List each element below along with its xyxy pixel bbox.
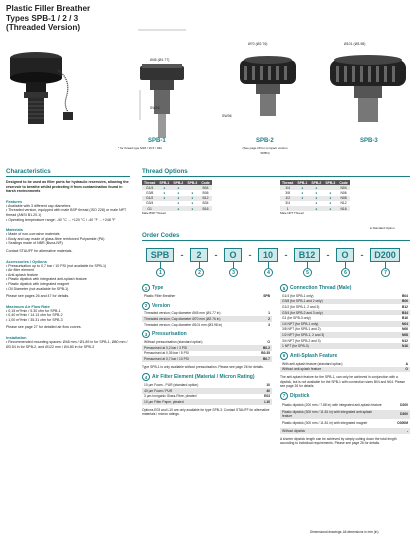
filter-rows bbox=[142, 382, 272, 404]
order-code-dash: - bbox=[326, 250, 330, 260]
accessories-note: Please see pages 26 and 47 for details. bbox=[6, 294, 70, 299]
table-row: Threaded version; Cap diameter Ø70 mm (Ø2.76 in) 2 bbox=[144, 316, 270, 321]
accessory-item: • Plastic dipstick with integrated anti-splash feature bbox=[6, 277, 87, 282]
label-spb3: SPB-3 bbox=[360, 138, 378, 144]
table-row: 1/4 ● ● N04 bbox=[280, 185, 350, 190]
table-row: G1 ● ● B16 bbox=[142, 206, 212, 211]
order-code-marker: 1 bbox=[156, 268, 165, 277]
table-row: G1 (for SPB-3 only) B16 bbox=[282, 316, 408, 321]
accessory-item: • Anti-splash feature bbox=[6, 272, 39, 277]
airflow-item: • 0,40 m³/min / 14.13 cfm for SPB-2 bbox=[6, 313, 63, 318]
dipstick-rows bbox=[280, 401, 410, 434]
table-row: Plastic dipstick (200 mm / 7.88 in) with integrated anti-splash feature D200 bbox=[282, 403, 408, 408]
table-row: 1/2 NPT (for SPB-1, 2 and 3) N08 bbox=[282, 332, 408, 337]
table-row: 1 NPT (for SPB-3) N16 bbox=[282, 344, 408, 349]
version-section-heading: 2 Version bbox=[142, 302, 272, 310]
label-spb2: SPB-2 bbox=[256, 138, 274, 144]
table-row: 1 ● ● N16 bbox=[280, 206, 350, 211]
footer-note: Dimensional drawings: All dimensions in mm (in). bbox=[310, 530, 380, 534]
order-code-thread: B12 bbox=[294, 248, 320, 262]
page-title: Plastic Filler Breather Types SPB-1 / 2 / 3 (Threaded Version) bbox=[6, 4, 91, 32]
table-row: 40 µm Foam / PUR 40 bbox=[144, 388, 270, 393]
antisplash-note: The anti-splash feature for the SPB-1, can only be achieved in conjunction with a dipstick, but is not available for the SPB-1 with connection sizes B04 and N04. Please see page 26 for details. bbox=[280, 375, 405, 389]
table-row: Pressurised at 0,7 bar / 10 PSI B0.7 bbox=[144, 356, 270, 361]
note-spb2: (See page 28 for compact version SPBN) bbox=[242, 146, 288, 155]
table-row: Threaded version; Cap diameter Ø101 mm (Ø3.98 in) 3 bbox=[144, 322, 270, 327]
table-row: G1/2 (for SPB-1, 2 and 3) B12 bbox=[282, 304, 408, 309]
dim-sw26: SW26 bbox=[150, 106, 160, 110]
npt-label: Male NPT Thread bbox=[280, 211, 304, 216]
order-codes-heading: Order Codes bbox=[142, 232, 180, 239]
feature-item: • Threaded version, equipped with male BSP thread (ISO 228) or male NPT thread (ANSI B1.20.1) bbox=[6, 208, 127, 217]
table-row: 3/8 NPT (for SPB-1 and 2) N06 bbox=[282, 327, 408, 332]
characteristics-heading: Characteristics bbox=[6, 168, 51, 175]
installation-heading: Installation bbox=[6, 335, 27, 341]
thread-options-rule bbox=[142, 176, 410, 177]
accessory-item: • Pressurisation up to 0,7 bar / 10 PSI (not available for SPB-1) bbox=[6, 263, 107, 268]
type-rows bbox=[142, 293, 272, 299]
accessory-item: • Air filter element bbox=[6, 268, 35, 273]
materials-heading: Materials bbox=[6, 227, 23, 233]
table-row: 1/4 NPT (for SPB-1 only) N04 bbox=[282, 321, 408, 326]
order-code-antisplash: O bbox=[336, 248, 354, 262]
order-code-dash: - bbox=[180, 250, 184, 260]
order-code-version: 2 bbox=[190, 248, 208, 262]
table-row: G1/2 ● ● ● B12 bbox=[142, 196, 212, 201]
table-row: 3/8 ● ● ● N06 bbox=[285, 190, 347, 195]
table-row: Without dipstick - bbox=[282, 428, 408, 433]
order-code-marker: 7 bbox=[381, 268, 390, 277]
order-code-marker: 6 bbox=[341, 268, 350, 277]
bsp-label: Male BSP Thread bbox=[142, 211, 166, 216]
table-row: G3/4 ● ● B34 bbox=[145, 201, 209, 206]
order-code-pressurisation: O bbox=[224, 248, 242, 262]
order-code-marker: 2 bbox=[195, 268, 204, 277]
materials-contact: Contact STAUFF for alternative materials. bbox=[6, 248, 73, 253]
dim-spb3: Ø101 (Ø3.98) bbox=[344, 42, 366, 46]
characteristics-intro: Designed to be used as filler ports for hydraulic reservoirs, allowing the reservoir to breathe whilst protecting it from contamination found in harsh environments bbox=[6, 180, 129, 194]
table-row: Without anti-splash feature O bbox=[282, 367, 408, 372]
table-row: Plastic dipstick (300 mm / 11.81 in) with integrated anti-splash feature D300 bbox=[282, 410, 408, 419]
characteristics-body bbox=[6, 180, 130, 349]
table-row: G1/4 ● ● B04 bbox=[142, 185, 212, 190]
filter-section-heading: 4 Air Filter Element (Material / Micron Rating) bbox=[142, 373, 272, 381]
label-spb1: SPB-1 bbox=[148, 138, 166, 144]
feature-item: • Available with 3 different cap diameters bbox=[6, 203, 71, 208]
accessory-item: • Plastic dipstick with integrated magnet bbox=[6, 281, 70, 286]
antisplash-rows bbox=[280, 361, 410, 372]
pressurisation-rows bbox=[142, 339, 272, 361]
order-code-dipstick: D200 bbox=[370, 248, 400, 262]
drawing-spb3 bbox=[326, 44, 410, 144]
pressurisation-section-heading: 3 Pressurisation bbox=[142, 330, 272, 338]
table-row: 3/4 ● ● N12 bbox=[285, 201, 347, 206]
dim-sw36: SW36 bbox=[222, 114, 232, 118]
note-spb1: * for thread type M18 / 16.5 / 032 bbox=[118, 146, 162, 150]
table-row: Plastic dipstick (300 mm / 11.81 in) with integrated magnet D300M bbox=[282, 421, 408, 426]
filter-note: Options E03 and L10 are only available for type SPB-3. Contact STAUFF for alternative materials / micron ratings. bbox=[142, 407, 270, 417]
table-row: G3/8 (for SPB-1 and 2 only) B06 bbox=[282, 299, 408, 304]
table-row: 10 µm Foam - PUR (standard option) 10 bbox=[144, 383, 270, 388]
airflow-item: • 0,15 m³/min / 5.30 cfm for SPB-1 bbox=[6, 308, 61, 313]
order-code-marker: 5 bbox=[303, 268, 312, 277]
table-row: Threaded version; Cap diameter Ø45 mm (Ø1.77 in) 1 bbox=[144, 311, 270, 316]
characteristics-rule bbox=[6, 176, 130, 177]
order-code-right-column bbox=[280, 284, 410, 446]
table-row: G3/8 ● ● ● B06 bbox=[145, 190, 209, 195]
order-codes-rule bbox=[142, 240, 410, 241]
order-code-filter: 10 bbox=[258, 248, 278, 262]
feature-item: • Operating temperature range: -40 °C ... +120 °C / -40 °F ... +248 °F bbox=[6, 217, 116, 222]
connection-rows bbox=[280, 293, 410, 349]
table-row: Pressurised at 0,2 bar / 3 PSI B0.2 bbox=[144, 345, 270, 350]
thread-options-heading: Thread Options bbox=[142, 168, 188, 175]
table-row: 10 µm Filter Paper, pleated L10 bbox=[144, 399, 270, 404]
material-item: • Made of non-corrosive materials bbox=[6, 232, 60, 237]
npt-thread-table: Thread SPB-1 SPB-2 SPB-3 Code 1/4 ● ● N04 3/8 ● ● ● N06 1/2 ● ● ● N08 3/4 ● ● N12 1 ● ● N16 Male NPT Thread bbox=[280, 180, 348, 216]
order-code-type: SPB bbox=[146, 248, 174, 262]
table-row: Plastic Filler Breather SPB bbox=[144, 293, 270, 298]
dipstick-section-heading: 7 Dipstick bbox=[280, 392, 410, 400]
dim-spb1: Ø45 (Ø1.77) bbox=[150, 58, 170, 62]
accessory-item: • Oil Diameter (not available for SPB-1) bbox=[6, 286, 69, 291]
order-code-dash: - bbox=[214, 250, 218, 260]
order-code-dash: - bbox=[360, 250, 364, 260]
dim-spb2: Ø70 (Ø2.76) bbox=[248, 42, 268, 46]
dipstick-note: A shorter dipstick length can be achieved by simply cutting down the total length according to individual requirements. Please see page 26 for details. bbox=[280, 436, 397, 446]
drawing-spb1 bbox=[100, 20, 200, 150]
version-rows bbox=[142, 311, 272, 328]
airflow-heading: Maximum Air Flow Rate bbox=[6, 303, 50, 309]
standard-option-legend: ● Standard Option bbox=[370, 226, 395, 230]
table-row: 1/2 ● ● ● N08 bbox=[280, 196, 350, 201]
connection-section-heading: 5 Connection Thread (Male) bbox=[280, 284, 410, 292]
installation-item: • Recommended mounting spaces: Ø48 mm / Ø1.89 in for SPB-1, Ø80 mm / Ø3.54 in for SPB-2, and Ø122 mm / Ø4.80 in for SPB-3 bbox=[6, 340, 128, 349]
table-row: 3 µm Inorganic Glass-Fibre, pleated E03 bbox=[144, 394, 270, 399]
bsp-thread-table: Thread SPB-1 SPB-2 SPB-3 Code G1/4 ● ● B04 G3/8 ● ● ● B06 G1/2 ● ● ● B12 G3/4 ● ● B34 G1 ● ● B16 Male BSP Thread bbox=[142, 180, 210, 216]
airflow-note: Please see page 27 for detailed air flow curves. bbox=[6, 325, 82, 330]
table-row: 3/4 NPT (for SPB-2 and 3) N12 bbox=[282, 338, 408, 343]
drawing-spb2 bbox=[236, 44, 300, 144]
type-section-heading: 1 Type bbox=[142, 284, 272, 292]
order-code-left-column bbox=[142, 284, 272, 417]
features-heading: Features bbox=[6, 198, 23, 204]
table-row: G1/4 (for SPB-1 only) B04 bbox=[282, 293, 408, 298]
table-row: Pressurised at 0,35 bar / 5 PSI B0.35 bbox=[144, 351, 270, 356]
accessories-heading: Accessories / Options bbox=[6, 258, 47, 264]
pressurisation-note: Type SPB-1 is only available without pressurisation. Please see page 26 for details. bbox=[142, 364, 264, 369]
antisplash-section-heading: 6 Anti-Splash Feature bbox=[280, 352, 410, 360]
table-row: With anti-splash feature (standard option) A bbox=[282, 361, 408, 366]
airflow-item: • 1,00 m³/min / 35.31 cfm for SPB-3 bbox=[6, 317, 63, 322]
product-image-spb1 bbox=[6, 40, 86, 145]
order-code-marker: 4 bbox=[264, 268, 273, 277]
material-item: • Sealings made of NBR (Buna-N®) bbox=[6, 241, 63, 246]
order-code-dash: - bbox=[248, 250, 252, 260]
order-code-dash: - bbox=[284, 250, 288, 260]
order-code-marker: 3 bbox=[229, 268, 238, 277]
table-row: G3/4 (for SPB-2 and 3 only) B34 bbox=[282, 310, 408, 315]
table-row: Without pressurisation (standard option) O bbox=[144, 340, 270, 345]
material-item: • Body and cap made of glass-fibre reinforced Polyamide (PA) bbox=[6, 236, 105, 241]
